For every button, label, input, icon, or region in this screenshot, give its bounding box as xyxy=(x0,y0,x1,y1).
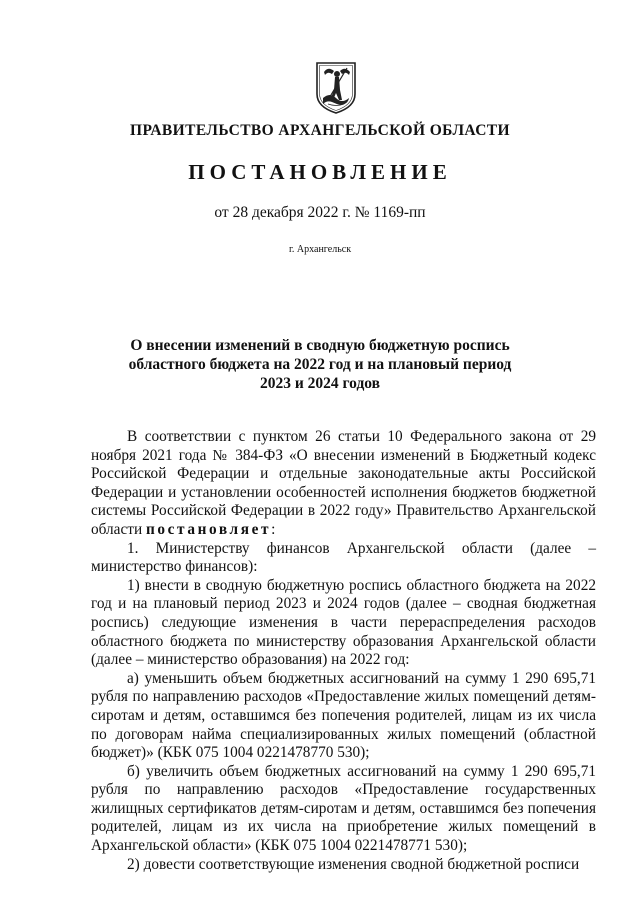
item-a-paragraph: а) уменьшить объем бюджетных ассигнований на сумму 1 290 695,71 рубля по направлению расходов «Предоставление жилых помещений детям-сиротам и детям, оставшимся без попечения родителей, лицам из их числа по договорам найма специализированных жилых помещений (областной бюджет)» (КБК 075 1004 0221478770 530); xyxy=(91,669,596,762)
title-line-1: О внесении изменений в сводную бюджетную роспись xyxy=(130,337,510,354)
item-b-paragraph: б) увеличить объем бюджетных ассигнований на сумму 1 290 695,71 рубля по направлению расходов «Предоставление государственных жилищных сертификатов детям-сиротам и детям, оставшимся без попечения родителей, лицам из их числа на приобретение жилых помещений в Архангельской области» (КБК 075 1004 0221478771 530); xyxy=(91,762,596,855)
document-type: ПОСТАНОВЛЕНИЕ xyxy=(188,160,452,184)
title-line-3: 2023 и 2024 годов xyxy=(259,375,381,392)
city-name: г. Архангельск xyxy=(288,244,352,255)
coat-of-arms-icon xyxy=(314,60,358,116)
intro-paragraph xyxy=(91,428,596,540)
decree-word: постановляет xyxy=(145,520,272,538)
decree-colon: : xyxy=(271,520,276,538)
item-1-paragraph: 1. Министерству финансов Архангельской области (далее – министерство финансов): xyxy=(91,539,596,576)
document-body xyxy=(91,428,596,874)
title-line-2: областного бюджета на 2022 год и на плановый период xyxy=(128,356,512,373)
item-2-paragraph: 2) довести соответствующие изменения сводной бюджетной росписи xyxy=(127,855,580,873)
intro-text: В соответствии с пунктом 26 статьи 10 Федерального закона от 29 ноября 2021 года № 384-ФЗ «О внесении изменений в Бюджетный кодекс Российской Федерации и отдельные законодательные акты Российской Федерации и установлении особенностей исполнения бюджетов бюджетной системы Российской Федерации в 2022 году» Правительство Архангельской области xyxy=(91,428,596,538)
government-name: ПРАВИТЕЛЬСТВО АРХАНГЕЛЬСКОЙ ОБЛАСТИ xyxy=(129,122,510,139)
date-and-number: от 28 декабря 2022 г. № 1169-пп xyxy=(214,204,426,221)
item-1-1-paragraph: 1) внести в сводную бюджетную роспись областного бюджета на 2022 год и на плановый период 2023 и 2024 годов (далее – сводная бюджетная роспись) следующие изменения в части перераспределения расходов областного бюджета по министерству образования Архангельской области (далее – министерство образования) на 2022 год: xyxy=(91,576,596,669)
document-title xyxy=(120,336,520,393)
